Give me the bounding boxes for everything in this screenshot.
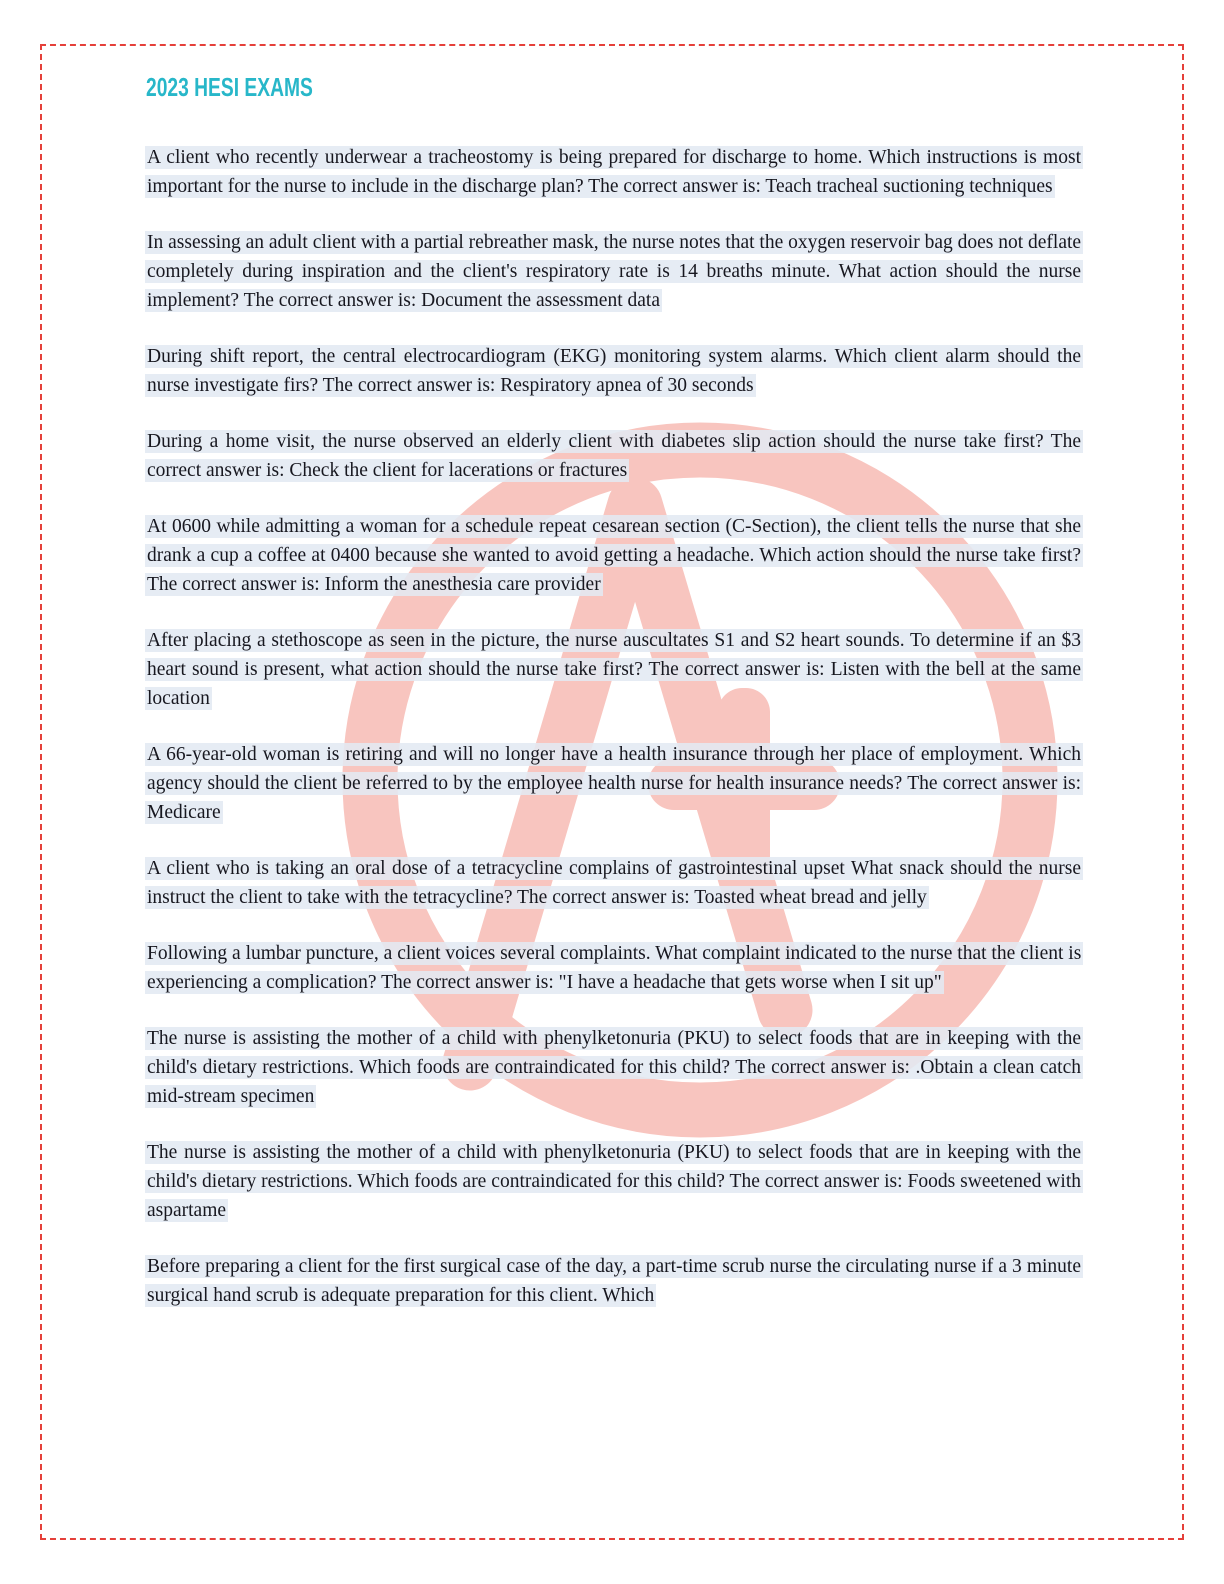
- question-paragraph: [145, 939, 1083, 997]
- highlighted-text: The nurse is assisting the mother of a child with phenylketonuria (PKU) to select foods that are in keeping with the child's dietary restrictions. Which foods are contraindicated for this child? The correct answer is: Foods sweetened with aspartame: [147, 1142, 1081, 1221]
- question-paragraph: [145, 854, 1083, 912]
- question-paragraph: [145, 626, 1083, 713]
- highlighted-text: The nurse is assisting the mother of a child with phenylketonuria (PKU) to select foods that are in keeping with the child's dietary restrictions. Which foods are contraindicated for this child? The correct answer is: .Obtain a clean catch mid-stream specimen: [147, 1028, 1081, 1107]
- question-paragraph: [145, 427, 1083, 485]
- question-paragraph: [145, 143, 1083, 201]
- question-paragraph: [145, 342, 1083, 400]
- question-paragraph: [145, 1138, 1083, 1225]
- highlighted-text: During a home visit, the nurse observed an elderly client with diabetes slip action should the nurse take first? The correct answer is: Check the client for lacerations or fractures: [147, 431, 1081, 481]
- question-paragraph: [145, 1252, 1083, 1310]
- highlighted-text: Before preparing a client for the first surgical case of the day, a part-time scrub nurse the circulating nurse if a 3 minute surgical hand scrub is adequate preparation for this client. Which: [147, 1256, 1081, 1306]
- highlighted-text: At 0600 while admitting a woman for a schedule repeat cesarean section (C-Section), the client tells the nurse that she drank a cup a coffee at 0400 because she wanted to avoid getting a headache. Which action should the nurse take first? The correct answer is: Inform the anesthesia care provider: [147, 516, 1081, 595]
- question-paragraph: [145, 1024, 1083, 1111]
- highlighted-text: A client who recently underwear a tracheostomy is being prepared for discharge to home. Which instructions is most important for the nurse to include in the discharge plan? The correct answer is: Teach tracheal suctioning techniques: [147, 147, 1081, 197]
- highlighted-text: In assessing an adult client with a partial rebreather mask, the nurse notes that the oxygen reservoir bag does not deflate completely during inspiration and the client's respiratory rate is 14 breaths minute. What action should the nurse implement? The correct answer is: Document the assessment data: [147, 232, 1082, 311]
- document-body: [145, 143, 1083, 1337]
- highlighted-text: Following a lumbar puncture, a client voices several complaints. What complaint indicated to the nurse that the client is experiencing a complication? The correct answer is: "I have a headache that gets worse when I sit up": [147, 943, 1082, 993]
- question-paragraph: [145, 228, 1083, 315]
- page-title: 2023 HESI EXAMS: [146, 72, 313, 102]
- highlighted-text: After placing a stethoscope as seen in the picture, the nurse auscultates S1 and S2 heart sounds. To determine if an $3 heart sound is present, what action should the nurse take first? The correct answer is: Listen with the bell at the same location: [147, 630, 1081, 709]
- highlighted-text: During shift report, the central electrocardiogram (EKG) monitoring system alarms. Which client alarm should the nurse investigate firs? The correct answer is: Respiratory apnea of 30 seconds: [147, 346, 1081, 396]
- highlighted-text: A client who is taking an oral dose of a tetracycline complains of gastrointestinal upset What snack should the nurse instruct the client to take with the tetracycline? The correct answer is: Toasted wheat bread and jelly: [147, 858, 1081, 908]
- highlighted-text: A 66-year-old woman is retiring and will no longer have a health insurance through her place of employment. Which agency should the client be referred to by the employee health nurse for health insurance needs? The correct answer is: Medicare: [147, 744, 1081, 823]
- question-paragraph: [145, 512, 1083, 599]
- question-paragraph: [145, 740, 1083, 827]
